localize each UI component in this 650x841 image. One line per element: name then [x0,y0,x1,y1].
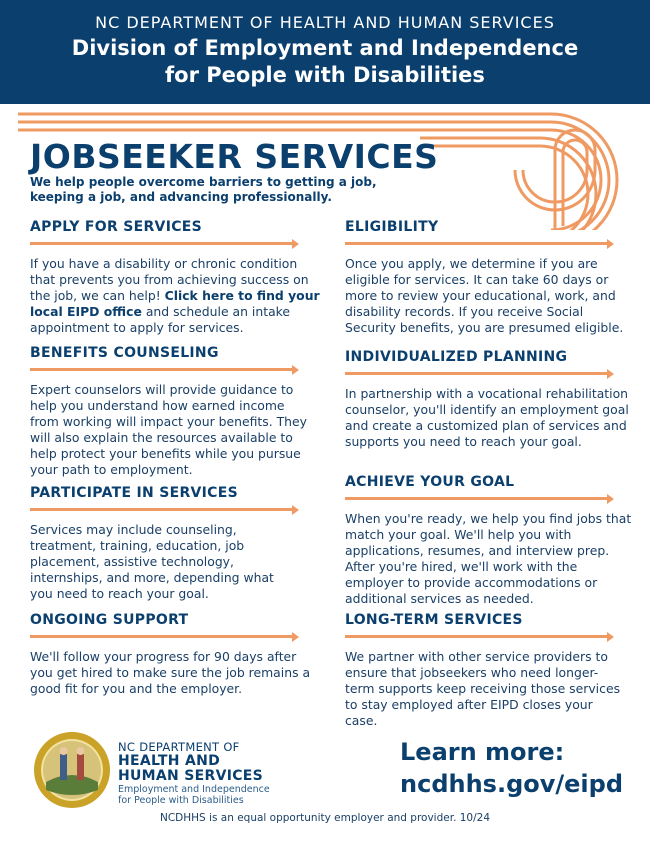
learn-more-block [400,736,623,800]
section-heading: APPLY FOR SERVICES [30,219,203,235]
heading-arrow [345,368,635,378]
section-benefits [30,345,315,479]
section-heading: LONG-TERM SERVICES [345,612,523,628]
learn-more-label: Learn more: [400,738,565,766]
heading-arrow [30,364,315,374]
find-local-office-link[interactable]: Click here to find your local EIPD office [30,288,320,320]
section-ongoing [30,612,320,697]
division-name-line-1: Division of Employment and Independence [71,36,579,60]
nc-state-seal-logo [32,730,112,810]
header-banner [0,0,650,104]
heading-arrow [345,238,630,248]
section-longterm [345,612,625,729]
section-eligibility [345,219,630,336]
equal-opportunity-statement: NCDHHS is an equal opportunity employer and provider. 10/24 [159,812,491,824]
section-body: Once you apply, we determine if you are eligible for services. It can take 60 days or more to review your educational, work, and disability records. If you receive Social Security benefits, you are presumed eligible. [345,256,624,336]
website-link[interactable]: ncdhhs.gov/eipd [400,770,624,798]
page-title: JOBSEEKER SERVICES [30,137,439,176]
agency-logo-text: NC DEPARTMENT OF HEALTH AND HUMAN SERVICES Employment and Independence for People with Disabilities [118,740,270,806]
department-name: NC DEPARTMENT OF HEALTH AND HUMAN SERVICES [95,13,555,32]
heading-arrow [30,631,320,641]
section-achieve [345,474,635,608]
section-heading: ACHIEVE YOUR GOAL [345,474,515,490]
section-body: Expert counselors will provide guidance to help you understand how earned income from working will impact your benefits. They will also explain the resources available to help protect your benefits while you pursue your path to employment. [30,382,307,478]
section-heading: INDIVIDUALIZED PLANNING [345,349,568,365]
section-body: In partnership with a vocational rehabilitation counselor, you'll identify an employment goal and create a customized plan of services and supports you need to reach your goal. [345,386,629,450]
heading-arrow [345,631,625,641]
section-planning [345,349,635,450]
page-subtitle: We help people overcome barriers to getting a job, keeping a job, and advancing professionally. [30,175,377,204]
section-body: We partner with other service providers to ensure that jobseekers who need longer-term supports keep receiving those services to stay employed after EIPD closes your case. [345,649,621,729]
section-participate [30,485,300,602]
section-body: Services may include counseling, treatment, training, education, job placement, assistive technology, internships, and more, depending what you need to reach your goal. [30,522,274,602]
section-heading: BENEFITS COUNSELING [30,345,219,361]
heading-arrow [30,238,320,248]
section-body: If you have a disability or chronic condition that prevents you from achieving success on the job, we can help! Click here to find your local EIPD office and schedule an intake appointment to apply for services. [30,256,320,336]
section-heading: PARTICIPATE IN SERVICES [30,485,239,501]
heading-arrow [345,493,635,503]
heading-arrow [30,504,300,514]
section-body: We'll follow your progress for 90 days after you get hired to make sure the job remains a good fit for you and the employer. [30,649,311,697]
section-heading: ELIGIBILITY [345,219,439,235]
section-apply [30,219,320,336]
section-heading: ONGOING SUPPORT [30,612,189,628]
division-name-line-2: for People with Disabilities [165,63,485,87]
section-body: When you're ready, we help you find jobs that match your goal. We'll help you with applications, resumes, and interview prep. After you're hired, we'll work with the employer to provide accommodations or additional services as needed. [345,511,632,607]
